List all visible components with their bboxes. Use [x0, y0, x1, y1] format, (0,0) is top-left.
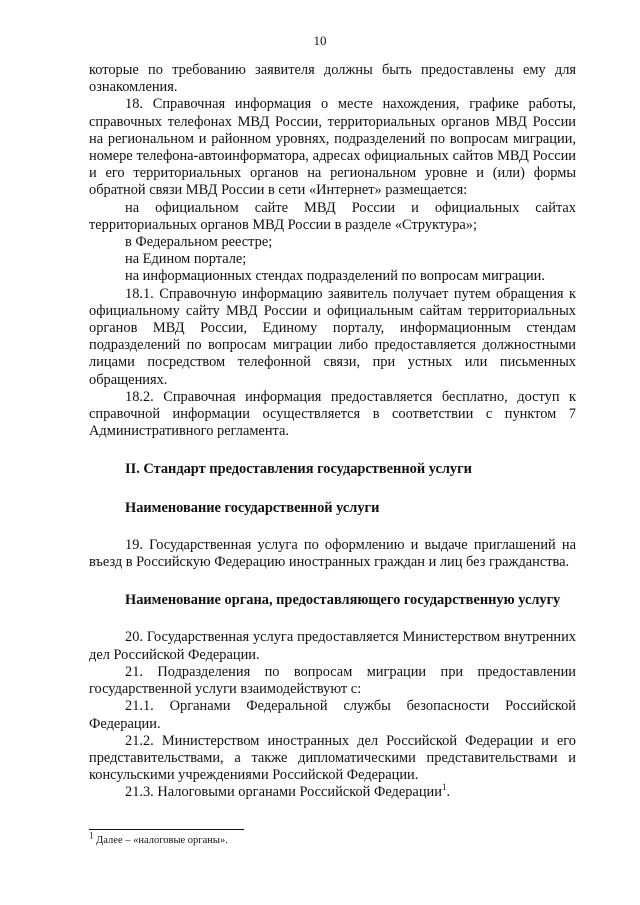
- body-text: [89, 62, 576, 802]
- subheading-providing-organ: Наименование органа, предоставляющего государственную услугу: [125, 592, 561, 609]
- list-item-info-stands: на информационных стендах подразделений по вопросам миграции.: [125, 268, 545, 285]
- paragraph-21: 21. Подразделения по вопросам миграции при предоставлении государственной услуги взаимодействуют с:: [89, 663, 576, 698]
- list-item-official-sites: на официальном сайте МВД России и официальных сайтах территориальных органов МВД России в разделе «Структура»;: [89, 199, 576, 233]
- paragraph-21-1: 21.1. Органами Федеральной службы безопасности Российской Федерации.: [89, 698, 576, 732]
- page-number: 10: [313, 33, 327, 48]
- footnote-divider: [89, 829, 244, 830]
- paragraph-21-3-text: 21.3. Налоговыми органами Российской Федерации: [125, 784, 442, 801]
- section-heading: II. Стандарт предоставления государственной услуги: [125, 461, 472, 478]
- paragraph-19: 19. Государственная услуга по оформлению и выдаче приглашений на въезд в Российскую Федерацию иностранных граждан и лиц без гражданства.: [89, 536, 576, 571]
- paragraph-continuation: которые по требованию заявителя должны быть предоставлены ему для ознакомления.: [89, 62, 576, 96]
- footnote: [89, 830, 576, 847]
- footnote-mark: 1: [89, 830, 94, 841]
- paragraph-18: 18. Справочная информация о месте нахождения, графике работы, справочных телефонах МВД России, территориальных органов МВД России на региональном и районном уровнях, подразделений по вопросам миграции, номере телефона-автоинформатора, адресах официальных сайтов МВД России и его территориальных органов на региональном уровне и (или) формы обратной связи МВД России в сети «Интернет» размещается:: [89, 96, 576, 199]
- subheading-service-name: Наименование государственной услуги: [125, 499, 380, 516]
- list-item-federal-registry: в Федеральном реестре;: [125, 234, 273, 251]
- paragraph-18-1: 18.1. Справочную информацию заявитель получает путем обращения к официальному сайту МВД России и официальным сайтам территориальных органов МВД России, Единому порталу, информационным стендам подразделений по вопросам миграции либо предоставляется должностными лицами посредством телефонной связи, при устных или письменных обращениях.: [89, 285, 576, 388]
- paragraph-21-3: 21.3. Налоговыми органами Российской Федерации$^1$.: [125, 782, 451, 801]
- paragraph-21-2: 21.2. Министерством иностранных дел Российской Федерации и его представительствами, а также дипломатическими представительствами и консульскими учреждениями Российской Федерации.: [89, 732, 576, 784]
- paragraph-18-2: 18.2. Справочная информация предоставляется бесплатно, доступ к справочной информации осуществляется в соответствии с пунктом 7 Административного регламента.: [89, 388, 576, 440]
- paragraph-20: 20. Государственная услуга предоставляется Министерством внутренних дел Российской Федерации.: [89, 629, 576, 663]
- list-item-single-portal: на Едином портале;: [125, 251, 247, 268]
- footnote-text: Далее – «налоговые органы».: [96, 835, 228, 846]
- footnote-reference: 1: [441, 782, 447, 793]
